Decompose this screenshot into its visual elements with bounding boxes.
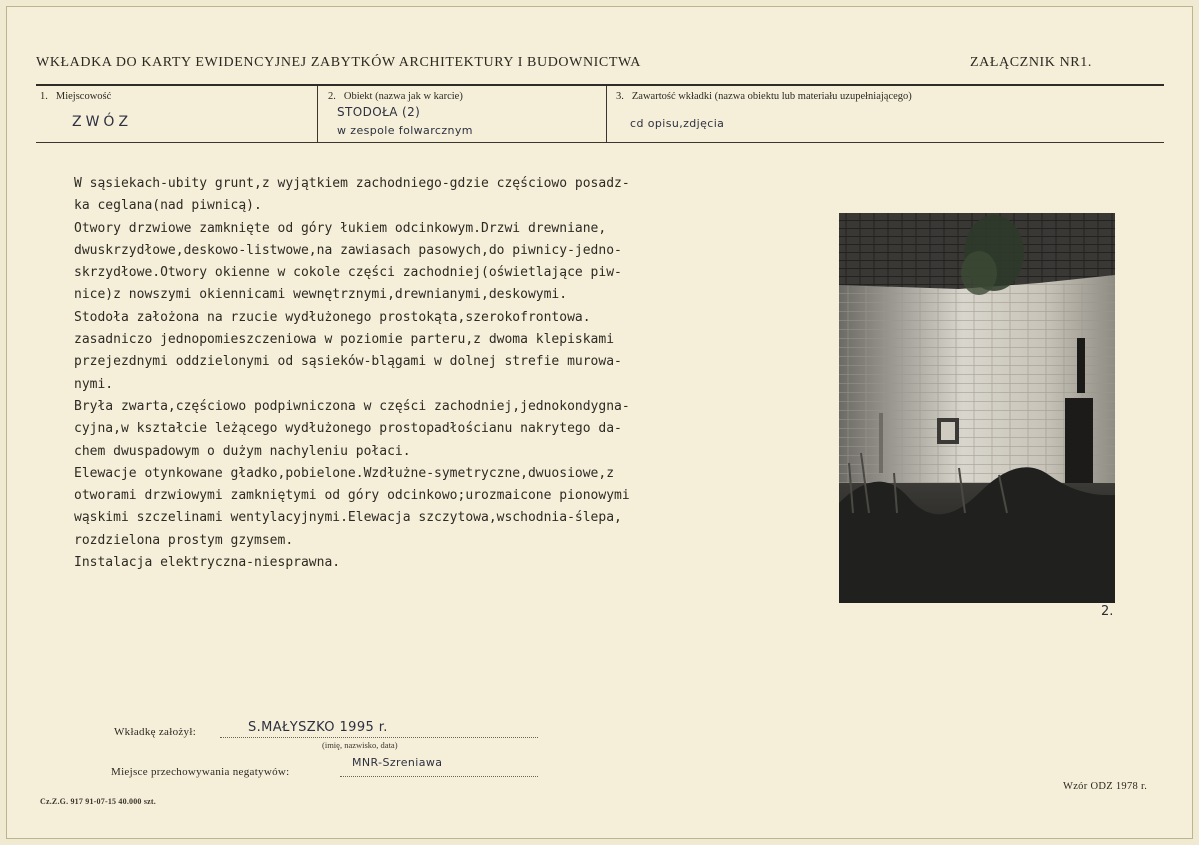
fields-bottom-rule — [36, 142, 1164, 143]
storage-value: MNR-Szreniawa — [352, 756, 443, 769]
description-line: dwuskrzydłowe,deskowo-listwowe,na zawiasach pasowych,do piwnicy-jedno- — [74, 242, 622, 258]
place-value: ZWÓZ — [72, 114, 133, 130]
description-line: ka ceglana(nad piwnicą). — [74, 198, 262, 214]
description-line: Elewacje otynkowane gładko,pobielone.Wzdłużne-symetryczne,dwuosiowe,z — [74, 465, 615, 481]
header-rule — [36, 84, 1164, 86]
description-line: cyjna,w kształcie leżącego wydłużonego prostopadłościanu nakrytego da- — [74, 421, 622, 437]
description-line: skrzydłowe.Otwory okienne w cokole części zachodniej(oświetlające piw- — [74, 265, 622, 281]
author-caption: (imię, nazwisko, data) — [322, 740, 398, 750]
description-line: W sąsiekach-ubity grunt,z wyjątkiem zachodniego-gdzie częściowo posadz- — [74, 176, 630, 191]
description-line: otworami drzwiowymi zamkniętymi od góry odcinkowo;urozmaicone pionowymi — [74, 488, 630, 504]
object-label: 2. Obiekt (nazwa jak w karcie) — [328, 91, 463, 102]
description-line: Otwory drzwiowe zamknięte od góry łukiem odcinkowym.Drzwi drewniane, — [74, 220, 607, 236]
object-value-detail: w zespole folwarcznym — [337, 124, 473, 137]
field-divider — [317, 86, 318, 142]
field-divider — [606, 86, 607, 142]
description-line: nymi. — [74, 376, 114, 392]
description-line: chem dwuspadowym o dużym nachyleniu połaci. — [74, 443, 411, 459]
content-value: cd opisu,zdjęcia — [630, 117, 725, 130]
print-info: Cz.Z.G. 917 91-07-15 40.000 szt. — [40, 797, 156, 806]
author-label: Wkładkę założył: — [114, 726, 197, 738]
description-text — [74, 173, 834, 574]
description-line: rozdzielona prostym gzymsem. — [74, 532, 294, 548]
description-line: Stodoła założona na rzucie wydłużonego prostokąta,szerokofrontowa. — [74, 309, 591, 325]
storage-label: Miejsce przechowywania negatywów: — [111, 766, 290, 778]
place-label: 1. Miejscowość — [40, 91, 112, 102]
description-line: Instalacja elektryczna-niesprawna. — [74, 555, 341, 571]
description-line: wąskimi szczelinami wentylacyjnymi.Elewacja szczytowa,wschodnia-ślepa, — [74, 510, 622, 526]
form-model: Wzór ODZ 1978 r. — [1063, 781, 1148, 792]
photo-number: 2. — [1101, 604, 1114, 619]
barn-wall-photo — [839, 213, 1115, 603]
description-line: Bryła zwarta,częściowo podpiwniczona w części zachodniej,jednokondygna- — [74, 398, 630, 414]
author-value: S.MAŁYSZKO 1995 r. — [248, 720, 388, 735]
form-title: WKŁADKA DO KARTY EWIDENCYJNEJ ZABYTKÓW ARCHITEKTURY I BUDOWNICTWA — [36, 55, 641, 70]
annex-number: ZAŁĄCZNIK NR1. — [970, 55, 1092, 70]
storage-line — [340, 776, 538, 777]
content-label: 3. Zawartość wkładki (nazwa obiektu lub materiału uzupełniającego) — [616, 91, 912, 102]
author-line — [220, 737, 538, 738]
object-value: STODOŁA (2) — [337, 105, 421, 119]
description-line: przejezdnymi oddzielonymi od sąsieków-blągami w dolnej strefie murowa- — [74, 354, 622, 370]
description-line: nice)z nowszymi okiennicami wewnętrznymi,drewnianymi,deskowymi. — [74, 287, 568, 303]
description-line: zasadniczo jednopomieszczeniowa w poziomie parteru,z dwoma klepiskami — [74, 332, 615, 348]
